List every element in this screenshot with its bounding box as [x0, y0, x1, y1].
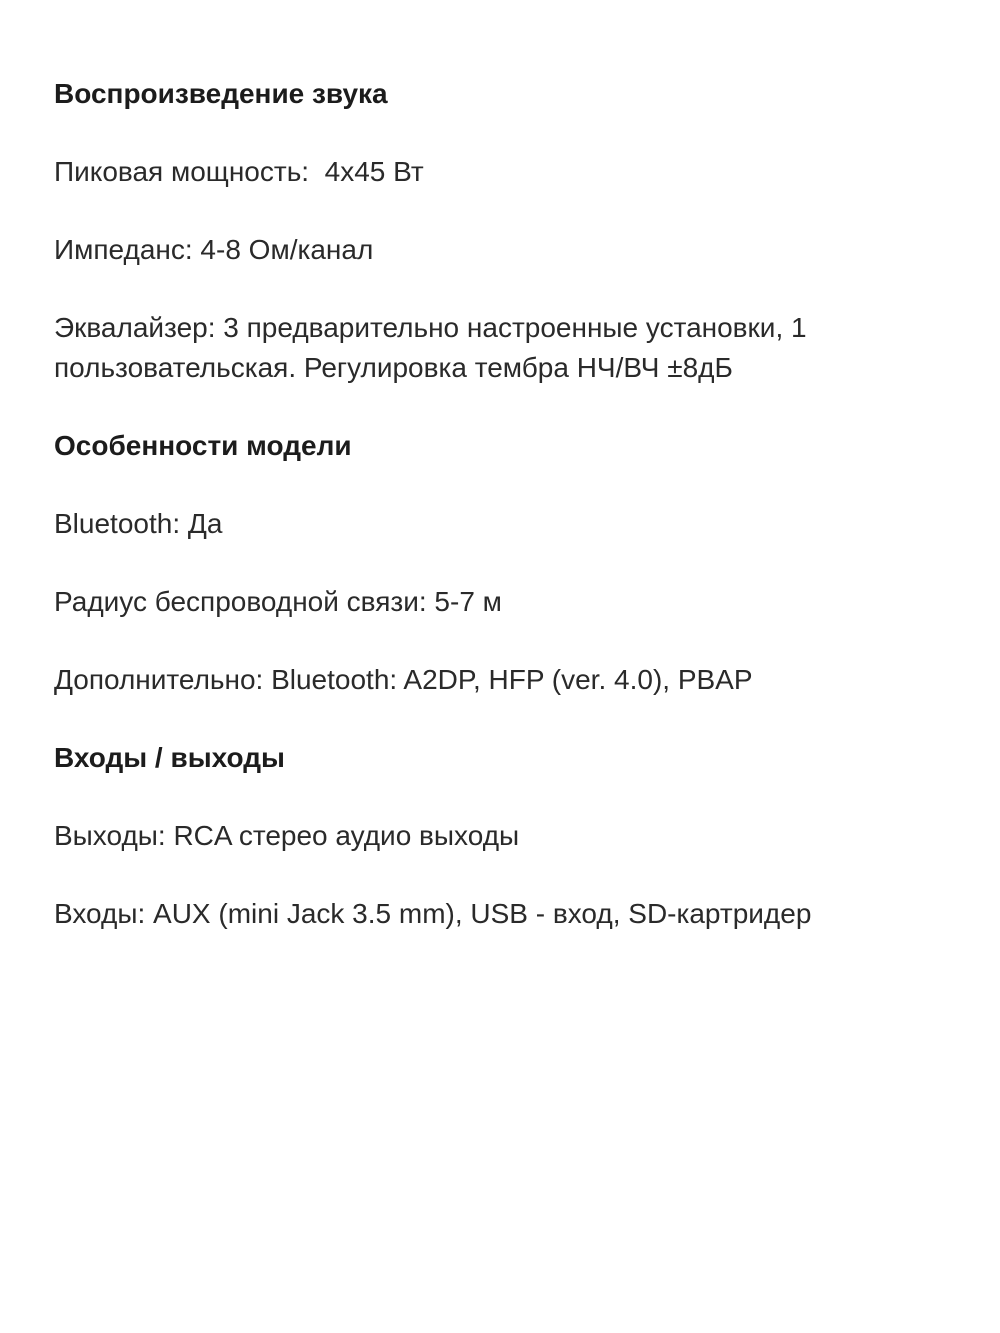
section-heading: Особенности модели	[54, 430, 352, 461]
section-sound-playback	[54, 74, 954, 388]
spec-peak-power: Пиковая мощность: 4х45 Вт	[54, 156, 424, 187]
spec-additional: Дополнительно: Bluetooth: A2DP, HFP (ver. 4.0), PBAP	[54, 664, 753, 695]
section-heading: Воспроизведение звука	[54, 78, 388, 109]
section-model-features	[54, 426, 954, 700]
spec-inputs: Входы: AUX (mini Jack 3.5 mm), USB - вход, SD-картридер	[54, 898, 812, 929]
spec-equalizer: Эквалайзер: 3 предварительно настроенные установки, 1 пользовательская. Регулировка тембра НЧ/ВЧ ±8дБ	[54, 312, 815, 383]
spec-outputs: Выходы: RCA стерео аудио выходы	[54, 820, 520, 851]
spec-bluetooth: Bluetooth: Да	[54, 508, 223, 539]
section-inputs-outputs	[54, 738, 954, 934]
spec-document	[54, 74, 954, 972]
spec-wireless-range: Радиус беспроводной связи: 5-7 м	[54, 586, 502, 617]
spec-impedance: Импеданс: 4-8 Ом/канал	[54, 234, 374, 265]
section-heading: Входы / выходы	[54, 742, 285, 773]
